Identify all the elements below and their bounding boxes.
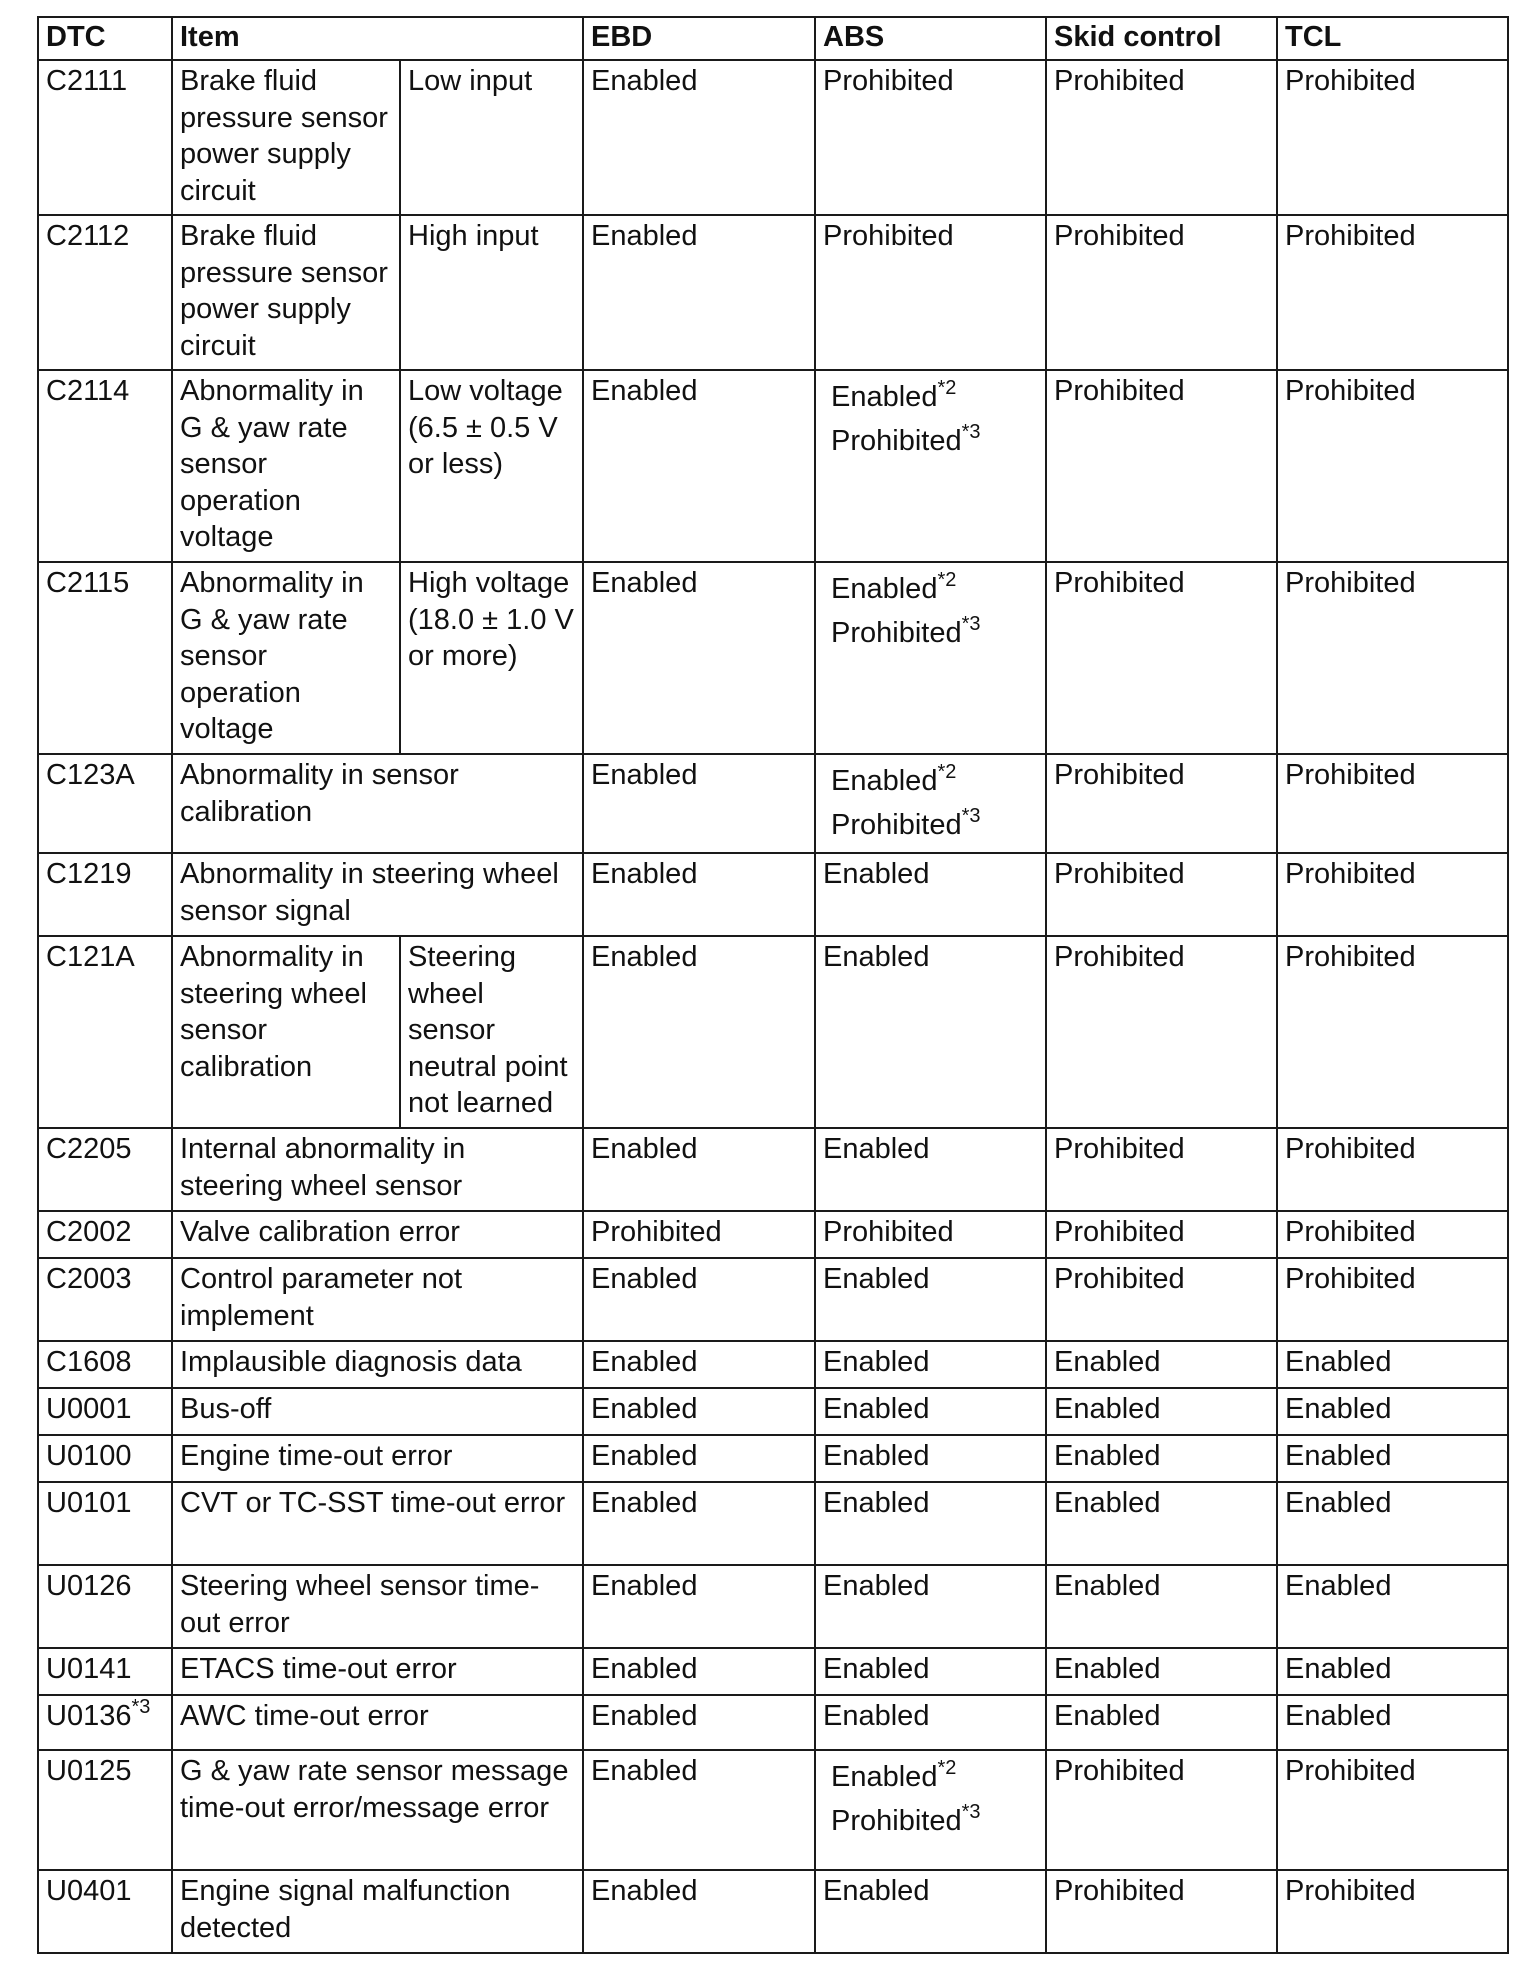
item-detail: High input [400,215,583,370]
tcl-status: Prohibited [1277,370,1508,562]
ebd-status: Enabled [583,754,815,853]
abs-status [815,562,1046,754]
item-name: Engine signal malfunction detected [172,1870,583,1953]
item-name: Abnormality in steering wheel sensor calibration [172,936,400,1128]
tcl-status: Enabled [1277,1435,1508,1482]
tcl-status: Prohibited [1277,1750,1508,1870]
header-ebd: EBD [583,17,815,60]
tcl-status: Prohibited [1277,60,1508,215]
skid-status: Enabled [1046,1435,1277,1482]
dtc-code: C2205 [38,1128,172,1211]
skid-status: Enabled [1046,1341,1277,1388]
ebd-status: Enabled [583,1750,815,1870]
table-row [38,1648,1508,1695]
ebd-status: Enabled [583,1341,815,1388]
abs-enabled-text: Enabled [831,1761,938,1793]
tcl-status: Enabled [1277,1388,1508,1435]
dtc-code [38,1695,172,1750]
abs-status: Enabled [815,1341,1046,1388]
header-dtc: DTC [38,17,172,60]
item-name: ETACS time-out error [172,1648,583,1695]
abs-prohibited-text: Prohibited [831,809,962,841]
skid-status: Enabled [1046,1388,1277,1435]
ebd-status: Enabled [583,1435,815,1482]
abs-status: Enabled [815,1482,1046,1565]
dtc-code: C2111 [38,60,172,215]
skid-status: Prohibited [1046,1870,1277,1953]
dtc-code: C2002 [38,1211,172,1258]
tcl-status: Prohibited [1277,1258,1508,1341]
item-name: Steering wheel sensor time-out error [172,1565,583,1648]
item-detail: Low input [400,60,583,215]
item-detail: Low voltage (6.5 ± 0.5 V or less) [400,370,583,562]
header-tcl: TCL [1277,17,1508,60]
header-abs: ABS [815,17,1046,60]
abs-status [815,370,1046,562]
item-detail: Steering wheel sensor neutral point not learned [400,936,583,1128]
item-name: Valve calibration error [172,1211,583,1258]
dtc-code: U0100 [38,1435,172,1482]
table-row [38,562,1508,754]
item-name: CVT or TC-SST time-out error [172,1482,583,1565]
dtc-code: C1219 [38,853,172,936]
skid-status: Enabled [1046,1482,1277,1565]
abs-status: Enabled [815,1258,1046,1341]
abs-status: Prohibited [815,1211,1046,1258]
table-row [38,1870,1508,1953]
abs-enabled-text: Enabled [831,765,938,797]
table-row [38,1695,1508,1750]
abs-status: Enabled [815,1870,1046,1953]
dtc-code: C2003 [38,1258,172,1341]
table-row [38,1435,1508,1482]
dtc-code: C123A [38,754,172,853]
dtc-code: C2115 [38,562,172,754]
item-name: Abnormality in sensor calibration [172,754,583,853]
ebd-status: Enabled [583,1648,815,1695]
tcl-status: Prohibited [1277,1128,1508,1211]
tcl-status: Prohibited [1277,1211,1508,1258]
skid-status: Enabled [1046,1695,1277,1750]
ebd-status: Enabled [583,1565,815,1648]
header-row [38,17,1508,60]
footnote-marker: *3 [961,421,981,443]
skid-status: Prohibited [1046,1211,1277,1258]
skid-status: Prohibited [1046,1128,1277,1211]
ebd-status: Enabled [583,215,815,370]
skid-status: Prohibited [1046,936,1277,1128]
tcl-status: Enabled [1277,1482,1508,1565]
abs-prohibited-text: Prohibited [831,1805,962,1837]
ebd-status: Enabled [583,562,815,754]
ebd-status: Enabled [583,1128,815,1211]
tcl-status: Enabled [1277,1648,1508,1695]
abs-prohibited-text: Prohibited [831,617,962,649]
item-name: Abnormality in steering wheel sensor signal [172,853,583,936]
abs-status [815,1750,1046,1870]
footnote-marker: *3 [961,1801,981,1823]
abs-status: Enabled [815,1648,1046,1695]
table-row [38,853,1508,936]
skid-status: Prohibited [1046,1258,1277,1341]
item-name: Bus-off [172,1388,583,1435]
item-name: Internal abnormality in steering wheel sensor [172,1128,583,1211]
abs-status: Enabled [815,1128,1046,1211]
footnote-marker: *3 [961,613,981,635]
footnote-marker: *2 [937,569,957,591]
abs-status: Enabled [815,853,1046,936]
abs-status [815,754,1046,853]
dtc-code: C1608 [38,1341,172,1388]
abs-status: Enabled [815,1388,1046,1435]
item-name: Brake fluid pressure sensor power supply circuit [172,215,400,370]
tcl-status: Prohibited [1277,754,1508,853]
skid-status: Prohibited [1046,562,1277,754]
ebd-status: Enabled [583,1388,815,1435]
item-name: Engine time-out error [172,1435,583,1482]
abs-status: Prohibited [815,60,1046,215]
table-row [38,60,1508,215]
ebd-status: Enabled [583,936,815,1128]
item-name: G & yaw rate sensor message time-out error/message error [172,1750,583,1870]
item-name: Control parameter not implement [172,1258,583,1341]
header-item: Item [172,17,583,60]
tcl-status: Prohibited [1277,1870,1508,1953]
dtc-table [37,16,1509,1954]
tcl-status: Enabled [1277,1695,1508,1750]
skid-status: Enabled [1046,1648,1277,1695]
tcl-status: Enabled [1277,1341,1508,1388]
table-row [38,1388,1508,1435]
table-row [38,1128,1508,1211]
table-row [38,1565,1508,1648]
tcl-status: Prohibited [1277,562,1508,754]
item-name: Abnormality in G & yaw rate sensor operation voltage [172,370,400,562]
table-row [38,1750,1508,1870]
header-skid-control: Skid control [1046,17,1277,60]
footnote-marker: *3 [131,1696,151,1718]
skid-status: Prohibited [1046,60,1277,215]
table-row [38,1258,1508,1341]
tcl-status: Prohibited [1277,853,1508,936]
table-row [38,1482,1508,1565]
skid-status: Prohibited [1046,853,1277,936]
skid-status: Prohibited [1046,370,1277,562]
skid-status: Prohibited [1046,215,1277,370]
table-row [38,754,1508,853]
ebd-status: Enabled [583,370,815,562]
table-row [38,936,1508,1128]
tcl-status: Prohibited [1277,215,1508,370]
dtc-code: U0101 [38,1482,172,1565]
table-row [38,1211,1508,1258]
ebd-status: Enabled [583,1258,815,1341]
item-name: AWC time-out error [172,1695,583,1750]
dtc-code: U0126 [38,1565,172,1648]
tcl-status: Prohibited [1277,936,1508,1128]
tcl-status: Enabled [1277,1565,1508,1648]
footnote-marker: *2 [937,377,957,399]
item-name: Implausible diagnosis data [172,1341,583,1388]
item-name: Abnormality in G & yaw rate sensor operation voltage [172,562,400,754]
table-row [38,1341,1508,1388]
dtc-code: C121A [38,936,172,1128]
dtc-code: U0001 [38,1388,172,1435]
abs-status: Enabled [815,1435,1046,1482]
ebd-status: Enabled [583,60,815,215]
abs-status: Enabled [815,1695,1046,1750]
footnote-marker: *2 [937,1757,957,1779]
ebd-status: Enabled [583,853,815,936]
abs-status: Enabled [815,1565,1046,1648]
dtc-code-text: U0136 [46,1700,132,1732]
skid-status: Enabled [1046,1565,1277,1648]
abs-enabled-text: Enabled [831,381,938,413]
table-row [38,215,1508,370]
item-name: Brake fluid pressure sensor power supply circuit [172,60,400,215]
dtc-code: U0141 [38,1648,172,1695]
footnote-marker: *2 [937,761,957,783]
ebd-status: Prohibited [583,1211,815,1258]
skid-status: Prohibited [1046,754,1277,853]
dtc-code: U0401 [38,1870,172,1953]
dtc-code: C2112 [38,215,172,370]
footnote-marker: *3 [961,805,981,827]
table-row [38,370,1508,562]
abs-status: Prohibited [815,215,1046,370]
ebd-status: Enabled [583,1695,815,1750]
ebd-status: Enabled [583,1482,815,1565]
ebd-status: Enabled [583,1870,815,1953]
abs-prohibited-text: Prohibited [831,425,962,457]
dtc-code: C2114 [38,370,172,562]
dtc-code: U0125 [38,1750,172,1870]
abs-status: Enabled [815,936,1046,1128]
skid-status: Prohibited [1046,1750,1277,1870]
item-detail: High voltage (18.0 ± 1.0 V or more) [400,562,583,754]
abs-enabled-text: Enabled [831,573,938,605]
